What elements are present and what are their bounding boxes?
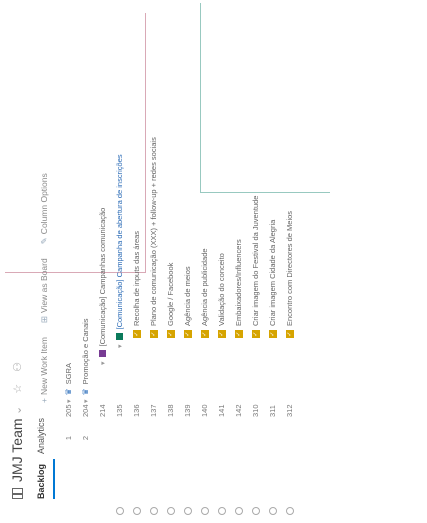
- toolbar: [39, 173, 50, 403]
- table-row[interactable]: [94, 0, 111, 523]
- table-row[interactable]: [230, 0, 247, 523]
- work-item-id: 311: [268, 405, 277, 417]
- epic-icon: ♛: [81, 388, 90, 396]
- row-select-circle[interactable]: [184, 507, 192, 515]
- work-item-title-text: Promoção e Canais: [81, 318, 90, 385]
- work-item-title[interactable]: [115, 154, 124, 348]
- expand-chevron-icon[interactable]: ▾: [99, 361, 107, 365]
- work-item-title[interactable]: [166, 263, 175, 338]
- work-item-id: 214: [98, 404, 107, 417]
- work-item-title-text: Agência de meios: [183, 266, 192, 326]
- tab-bar: [36, 418, 46, 499]
- task-icon: ✓: [150, 331, 157, 337]
- row-select-circle[interactable]: [201, 507, 209, 515]
- row-select-circle[interactable]: [269, 507, 277, 515]
- work-item-id: 135: [115, 404, 124, 417]
- work-item-title-text: [Comunicação] Campanha de abertura de inscrições: [115, 154, 124, 330]
- row-select-circle[interactable]: [252, 507, 260, 515]
- work-item-title[interactable]: [149, 137, 158, 338]
- chevron-down-icon[interactable]: ⌄: [12, 405, 24, 415]
- task-icon: ✓: [252, 331, 259, 337]
- work-item-title[interactable]: [251, 196, 260, 338]
- board-icon: ⊞: [39, 315, 49, 324]
- table-row[interactable]: [179, 0, 196, 523]
- table-row[interactable]: [145, 0, 162, 523]
- backlog-order: 1: [64, 435, 73, 441]
- task-icon: ✓: [269, 331, 276, 337]
- team-title[interactable]: [9, 418, 25, 499]
- table-row[interactable]: [111, 0, 128, 523]
- row-select-circle[interactable]: [133, 507, 141, 515]
- work-item-title-text: Encontro com Directores de Meios: [285, 210, 294, 326]
- user-story-icon: [116, 333, 123, 340]
- header-icons: [11, 362, 24, 415]
- work-item-title[interactable]: [285, 211, 294, 338]
- row-select-circle[interactable]: [150, 507, 158, 515]
- work-item-title-text: Google / Facebook: [166, 262, 175, 326]
- work-item-title-text: Recolha de inputs das áreas: [132, 230, 141, 326]
- team-name: JMJ Team: [9, 418, 25, 482]
- work-item-id: 141: [217, 404, 226, 417]
- work-item-title[interactable]: [64, 363, 73, 403]
- work-item-id: 136: [132, 404, 141, 417]
- work-item-title[interactable]: [81, 318, 90, 403]
- work-item-id: 140: [200, 404, 209, 417]
- column-options-button[interactable]: ✎Column Options: [39, 173, 49, 245]
- table-row[interactable]: [213, 0, 230, 523]
- table-row[interactable]: [196, 0, 213, 523]
- work-item-id: 312: [285, 404, 294, 417]
- work-item-id: 137: [149, 404, 158, 417]
- board-grid-icon: [12, 488, 23, 499]
- task-icon: ✓: [184, 331, 191, 337]
- work-item-title-text: Agência de publicidade: [200, 248, 209, 326]
- backlog-order: 2: [81, 435, 90, 441]
- work-item-title-text: SGRA: [64, 363, 73, 385]
- wrench-icon: ✎: [39, 237, 49, 245]
- table-row[interactable]: [264, 0, 281, 523]
- row-select-circle[interactable]: [286, 507, 294, 515]
- work-item-id: 204: [81, 404, 90, 417]
- star-icon[interactable]: ☆: [12, 383, 24, 394]
- work-item-title-text: Embaixadores/Influencers: [234, 239, 243, 326]
- row-select-circle[interactable]: [235, 507, 243, 515]
- work-item-id: 138: [166, 404, 175, 417]
- table-row[interactable]: [60, 0, 77, 523]
- expand-chevron-icon[interactable]: ▾: [82, 399, 90, 403]
- expand-chevron-icon[interactable]: ▾: [116, 344, 124, 348]
- people-icon[interactable]: ⚇: [12, 362, 24, 372]
- tab-analytics[interactable]: Analytics: [36, 417, 46, 454]
- task-icon: ✓: [167, 331, 174, 337]
- task-icon: ✓: [201, 331, 208, 337]
- table-row[interactable]: [77, 0, 94, 523]
- row-select-circle[interactable]: [218, 507, 226, 515]
- work-item-title[interactable]: [268, 220, 277, 338]
- table-row[interactable]: [281, 0, 298, 523]
- new-work-item-button[interactable]: +New Work Item: [39, 337, 49, 403]
- work-item-title-text: [Comunicação] Campanhas comunicação: [98, 207, 107, 347]
- work-item-id: 142: [234, 404, 243, 417]
- row-select-circle[interactable]: [167, 507, 175, 515]
- work-item-id: 310: [251, 404, 260, 417]
- tab-backlog[interactable]: Backlog: [36, 463, 46, 499]
- active-tab-indicator: [53, 459, 55, 499]
- plus-icon: +: [39, 398, 49, 403]
- epic-icon: ♛: [64, 388, 73, 396]
- work-item-title-text: Validação do conceito: [217, 253, 226, 326]
- work-item-title[interactable]: [132, 231, 141, 338]
- work-item-title[interactable]: [200, 248, 209, 338]
- task-icon: ✓: [218, 331, 225, 337]
- task-icon: ✓: [133, 331, 140, 337]
- task-icon: ✓: [235, 331, 242, 337]
- feature-icon: [99, 350, 106, 357]
- work-item-id: 205: [64, 404, 73, 417]
- work-item-title-text: Criar imagem Cidade da Alegria: [268, 219, 277, 326]
- work-item-title[interactable]: [217, 253, 226, 338]
- work-item-title-text: Plano de comunicação (XXX) + follow-up + redes sociais: [149, 137, 158, 326]
- table-row[interactable]: [247, 0, 264, 523]
- work-item-title[interactable]: [183, 266, 192, 338]
- work-item-title-text: Criar imagem do Festival da Juventude: [251, 195, 260, 326]
- work-item-title[interactable]: [98, 208, 107, 365]
- work-item-id: 139: [183, 404, 192, 417]
- task-icon: ✓: [286, 331, 293, 337]
- view-as-board-button[interactable]: ⊞View as Board: [39, 258, 49, 324]
- expand-chevron-icon[interactable]: ▾: [65, 399, 73, 403]
- table-row[interactable]: [162, 0, 179, 523]
- table-row[interactable]: [128, 0, 145, 523]
- work-item-title[interactable]: [234, 239, 243, 338]
- row-select-circle[interactable]: [116, 507, 124, 515]
